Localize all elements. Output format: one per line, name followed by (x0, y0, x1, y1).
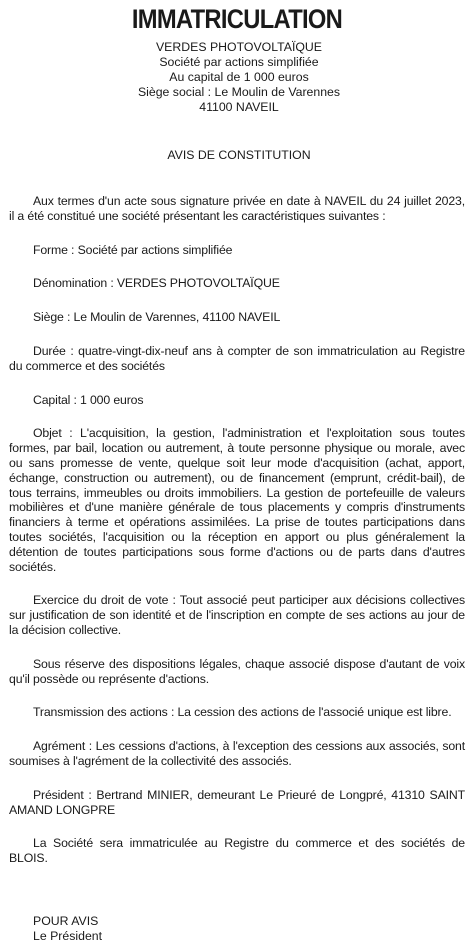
paragraph-approval: Agrément : Les cessions d'actions, à l'exception des cessions aux associés, sont soumises à l'agrément de la collectivité des associés. (9, 739, 465, 768)
signature-block (33, 914, 465, 944)
notice-heading: IMMATRICULATION (131, 4, 343, 34)
company-header (9, 40, 465, 115)
company-city: 41100 NAVEIL (199, 100, 279, 114)
notice-body (9, 194, 465, 866)
paragraph-president: Président : Bertrand MINIER, demeurant Le Prieuré de Longpré, 41310 SAINT AMAND LONGPRE (9, 787, 465, 817)
company-name: VERDES PHOTOVOLTAÏQUE (155, 40, 323, 54)
paragraph-voting-rights: Exercice du droit de vote : Tout associé peut participer aux décisions collectives sur justification de son identité et de l'inscription en compte de ses actions au jour de la décision collective. (9, 593, 465, 637)
signature-line-2: Le Président (33, 928, 103, 943)
paragraph-form: Forme : Société par actions simplifiée (33, 242, 233, 257)
paragraph-denomination: Dénomination : VERDES PHOTOVOLTAÏQUE (33, 276, 280, 291)
paragraph-capital: Capital : 1 000 euros (33, 392, 144, 407)
paragraph-intro: Aux termes d'un acte sous signature privée en date à NAVEIL du 24 juillet 2023, il a été constitué une société présentant les caractéristiques suivantes : (9, 194, 465, 223)
paragraph-share-transfer: Transmission des actions : La cession des actions de l'associé unique est libre. (33, 705, 452, 720)
paragraph-votes: Sous réserve des dispositions légales, chaque associé dispose d'autant de voix qu'il possède ou représente d'actions. (9, 656, 465, 686)
notice-title: AVIS DE CONSTITUTION (167, 148, 311, 162)
signature-line-1: POUR AVIS (33, 913, 99, 928)
company-form: Société par actions simplifiée (159, 55, 319, 69)
paragraph-registration: La Société sera immatriculée au Registre du commerce et des sociétés de BLOIS. (9, 836, 465, 866)
paragraph-seat: Siège : Le Moulin de Varennes, 41100 NAVEIL (33, 310, 281, 325)
company-seat: Siège social : Le Moulin de Varennes (137, 85, 341, 99)
paragraph-duration: Durée : quatre-vingt-dix-neuf ans à compter de son immatriculation au Registre du commerce et des sociétés (9, 343, 465, 373)
company-capital: Au capital de 1 000 euros (169, 70, 309, 84)
paragraph-purpose: Objet : L'acquisition, la gestion, l'administration et l'exploitation sous toutes formes, par bail, location ou autrement, à toute personne physique ou morale, avec ou sans promesse de vente, quelque soit leur mode d'acquisition (achat, apport, échange, construction ou autrement), ou de financement (emprunt, crédit-bail), de tous terrains, immeubles ou droits immobiliers. La gestion de portefeuille de valeurs mobilières et d'une manière générale de tous placements y compris d'instruments financiers à terme et opérations assimilées. La prise de toutes participations dans toutes sociétés, l'acquisition ou la réception en apport ou plus généralement la détention de toutes participations sous forme d'actions ou de parts dans d'autres sociétés. (9, 426, 465, 574)
